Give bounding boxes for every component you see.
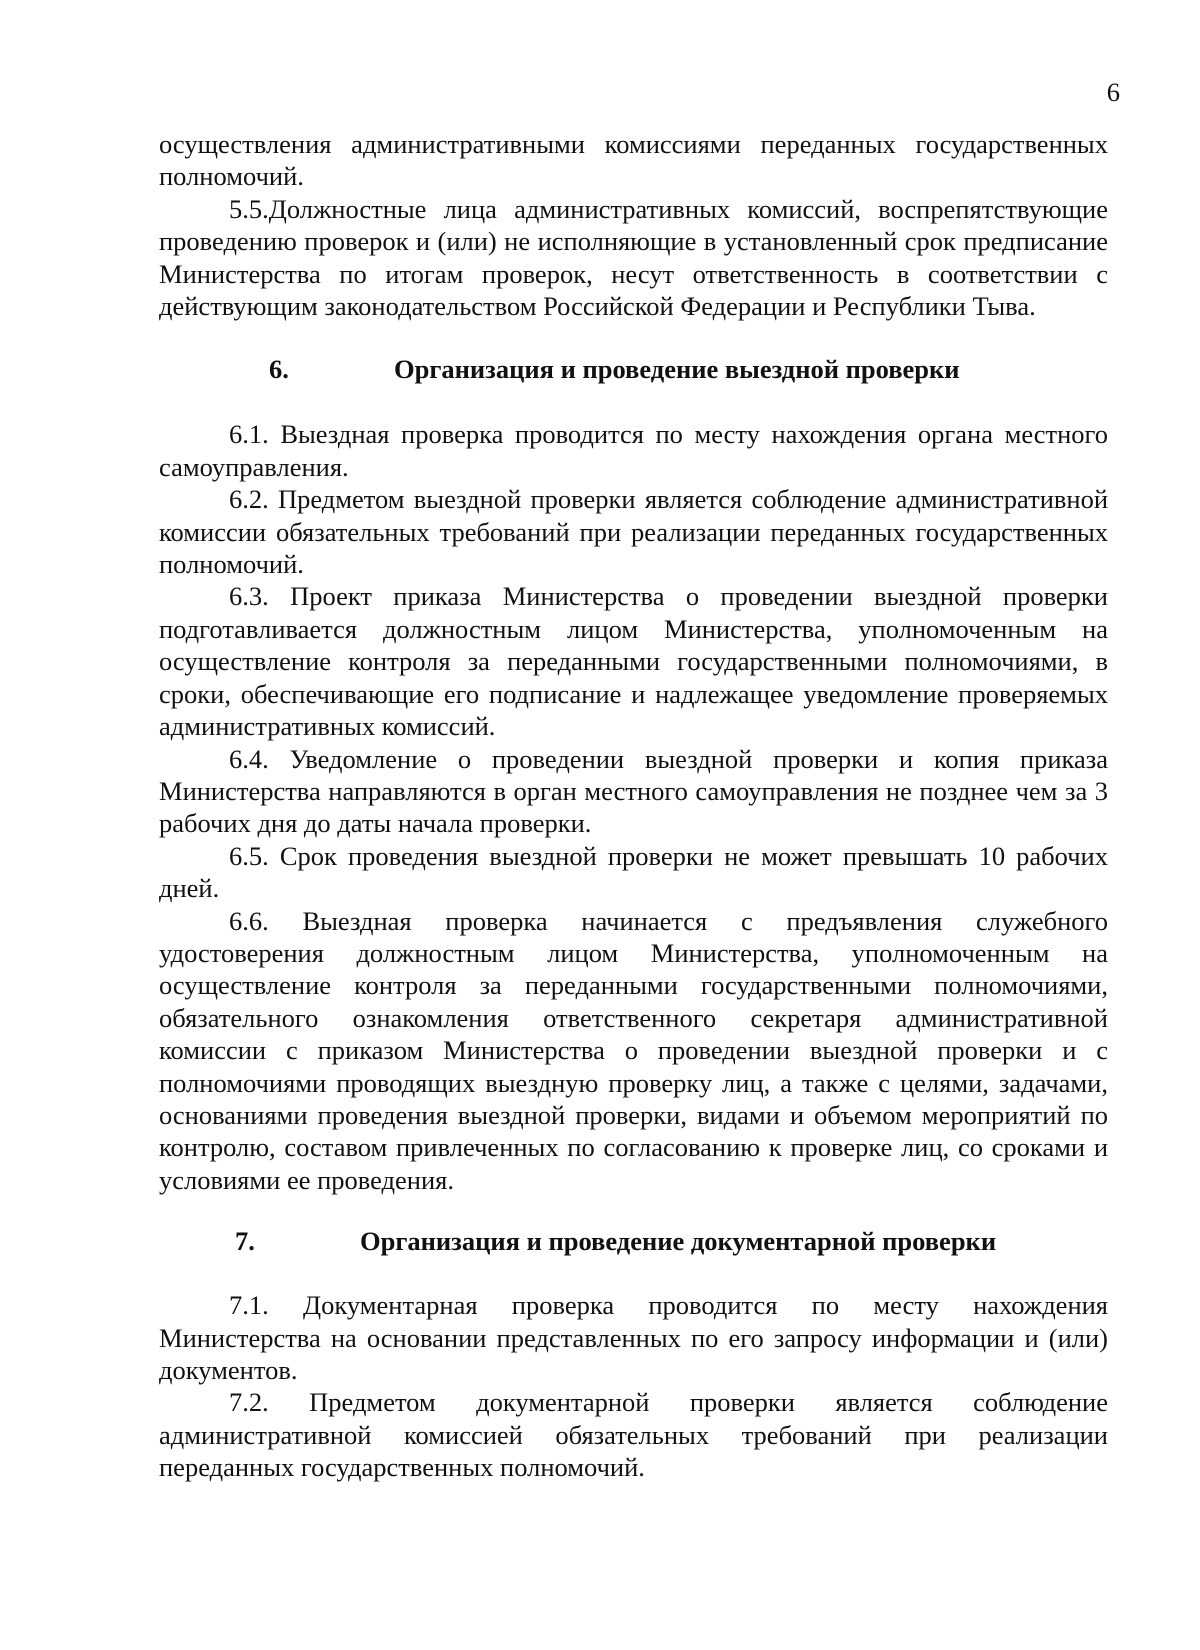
section-6-title: Организация и проведение выездной проверки	[394, 354, 960, 385]
paragraph-6-2: 6.2. Предметом выездной проверки является соблюдение административной комиссии обязательных требований при реализации переданных государственных полномочий.	[159, 484, 1108, 580]
section-7-number: 7.	[235, 1226, 255, 1257]
paragraph-6-1: 6.1. Выездная проверка проводится по месту нахождения органа местного самоуправления.	[159, 419, 1108, 482]
paragraph-7-1: 7.1. Документарная проверка проводится по месту нахождения Министерства на основании представленных по его запросу информации и (или) документов.	[159, 1290, 1108, 1385]
section-6-heading	[159, 353, 1108, 385]
paragraph-continuation: осуществления административными комиссиями переданных государственных полномочий.	[159, 129, 1108, 192]
paragraph-6-4: 6.4. Уведомление о проведении выездной проверки и копия приказа Министерства направляются в орган местного самоуправления не позднее чем за 3 рабочих дня до даты начала проверки.	[159, 743, 1108, 839]
page-number: 6	[1106, 77, 1120, 107]
section-7-heading	[159, 1225, 1108, 1257]
section-6-number: 6.	[269, 354, 289, 385]
paragraph-5-5: 5.5.Должностные лица административных комиссий, воспрепятствующие проведению проверок и (или) не исполняющие в установленный срок предписание Министерства по итогам проверок, несут ответственность в соответствии с действующим законодательством Российской Федерации и Республики Тыва.	[159, 193, 1108, 322]
paragraph-6-6: 6.6. Выездная проверка начинается с предъявления служебного удостоверения должностным лицом Министерства, уполномоченным на осуществление контроля за переданными государственными полномочиями, обязательного ознакомления ответственного секретаря административной комиссии с приказом Министерства о проведении выездной проверки и с полномочиями проводящих выездную проверку лиц, а также с целями, задачами, основаниями проведения выездной проверки, видами и объемом мероприятий по контролю, составом привлеченных по согласованию к проверке лиц, со сроками и условиями ее проведения.	[159, 905, 1108, 1195]
document-body	[159, 128, 1108, 1484]
section-7-title: Организация и проведение документарной проверки	[360, 1226, 997, 1257]
paragraph-6-5: 6.5. Срок проведения выездной проверки не может превышать 10 рабочих дней.	[159, 840, 1108, 904]
paragraph-6-3: 6.3. Проект приказа Министерства о проведении выездной проверки подготавливается должностным лицом Министерства, уполномоченным на осуществление контроля за переданными государственными полномочиями, в сроки, обеспечивающие его подписание и надлежащее уведомление проверяемых административных комиссий.	[159, 581, 1108, 742]
paragraph-7-2: 7.2. Предметом документарной проверки является соблюдение административной комиссией обязательных требований при реализации переданных государственных полномочий.	[159, 1387, 1108, 1483]
